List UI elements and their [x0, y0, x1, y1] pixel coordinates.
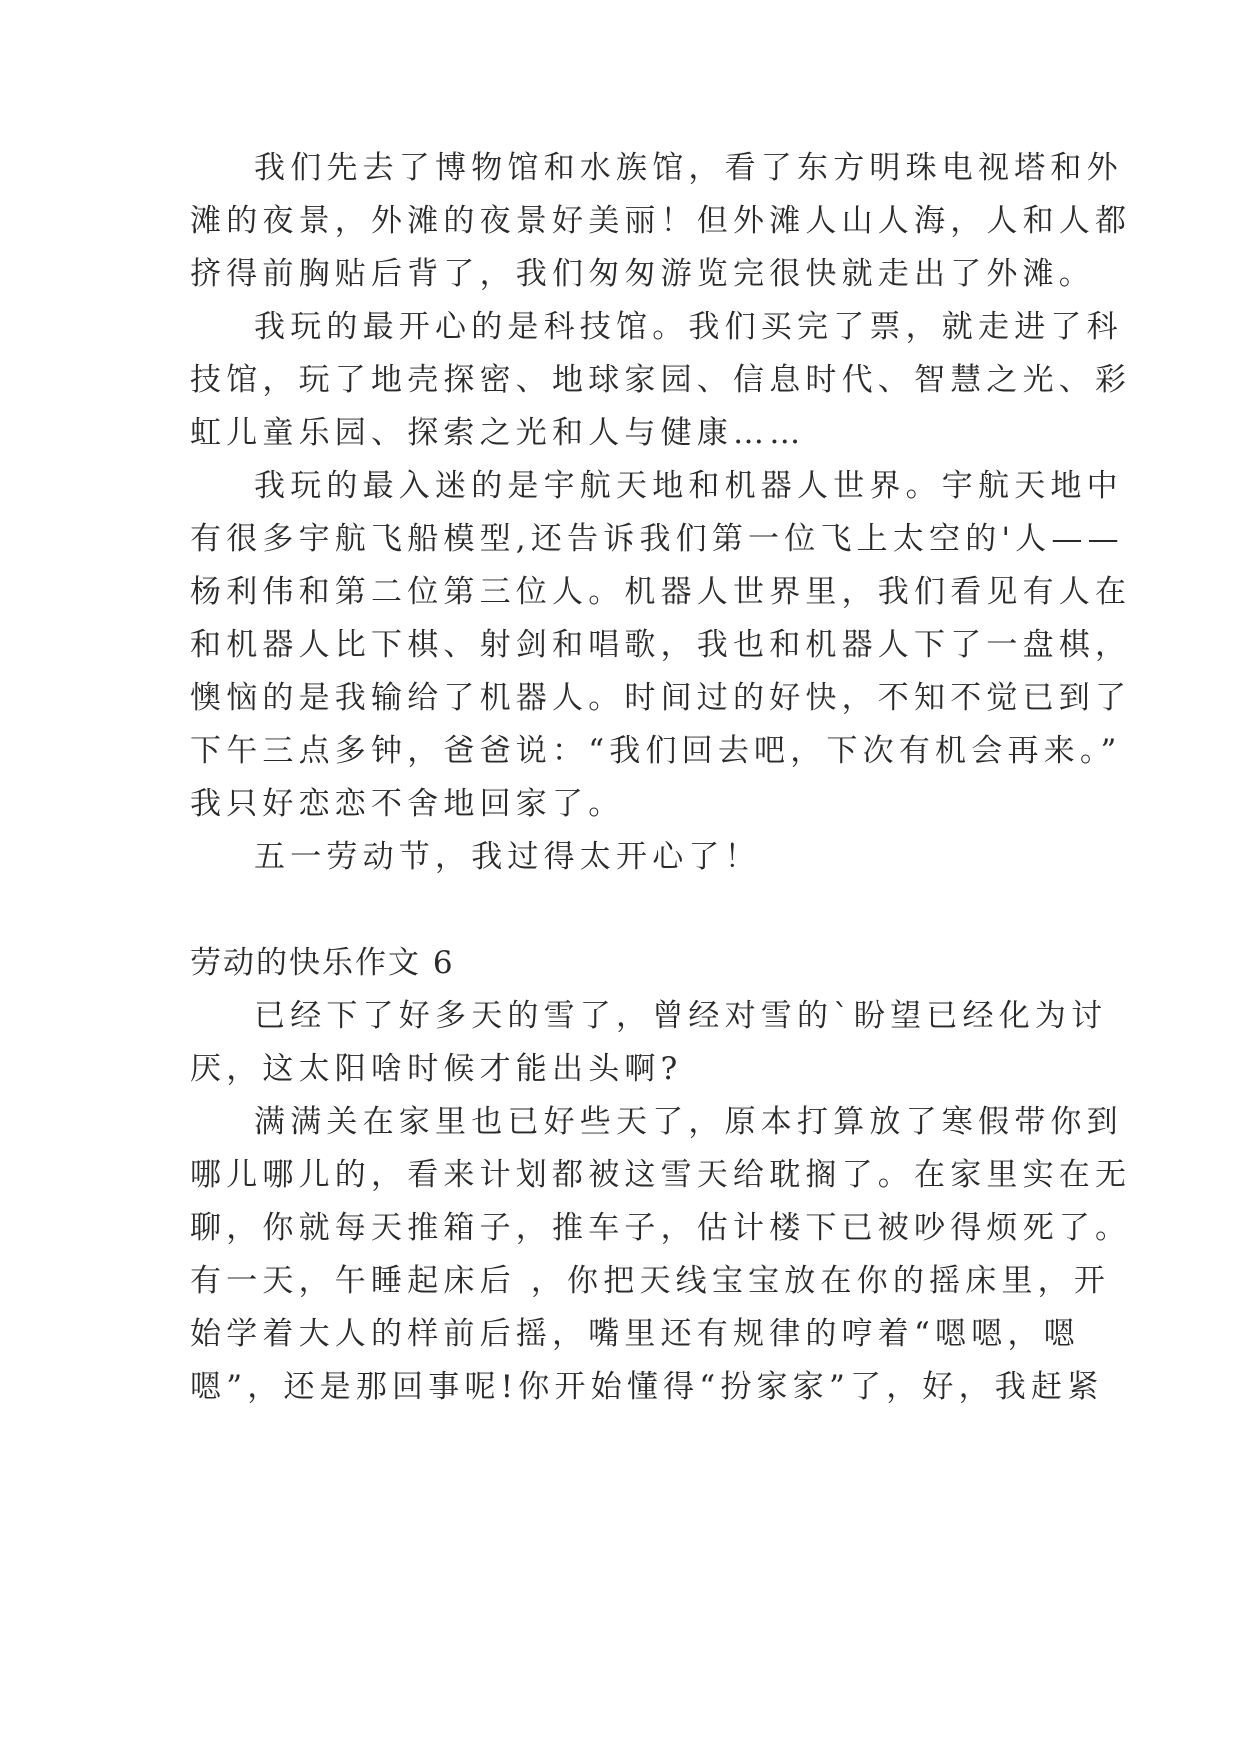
- paragraph-line: 我只好恋恋不舍地回家了。: [190, 786, 625, 822]
- paragraph-line: 和机器人比下棋、射剑和唱歌，我也和机器人下了一盘棋，: [190, 627, 1132, 663]
- paragraph-line: 五一劳动节，我过得太开心了！: [254, 839, 761, 875]
- paragraph-line: 技馆，玩了地壳探密、地球家园、信息时代、智慧之光、彩: [190, 362, 1132, 398]
- paragraph-line: 懊恼的是我输给了机器人。时间过的好快，不知不觉已到了: [190, 680, 1132, 716]
- paragraph-line: 我玩的最入迷的是宇航天地和机器人世界。宇航天地中: [254, 468, 1123, 504]
- paragraph-line: 我玩的最开心的是科技馆。我们买完了票，就走进了科: [254, 309, 1123, 345]
- paragraph-line: 杨利伟和第二位第三位人。机器人世界里，我们看见有人在: [190, 574, 1132, 610]
- paragraph-line: 下午三点多钟，爸爸说：“我们回去吧，下次有机会再来。”: [190, 733, 1122, 769]
- paragraph-line: 滩的夜景，外滩的夜景好美丽！但外滩人山人海，人和人都: [190, 203, 1132, 239]
- paragraph-line: 有很多宇航飞船模型,还告诉我们第一位飞上太空的'人——: [190, 521, 1124, 557]
- paragraph-line: 始学着大人的样前后摇，嘴里还有规律的哼着“嗯嗯，嗯: [190, 1316, 1080, 1352]
- paragraph-line: 挤得前胸贴后背了，我们匆匆游览完很快就走出了外滩。: [190, 256, 1095, 292]
- paragraph-line: 厌，这太阳啥时候才能出头啊?: [190, 1051, 683, 1087]
- paragraph-line: 嗯”，还是那回事呢!你开始懂得“扮家家”了，好，我赶紧: [190, 1369, 1104, 1405]
- paragraph-line: 哪儿哪儿的，看来计划都被这雪天给耽搁了。在家里实在无: [190, 1157, 1132, 1193]
- section-heading: 劳动的快乐作文 6: [190, 945, 455, 981]
- paragraph-line: 虹儿童乐园、探索之光和人与健康……: [190, 415, 806, 451]
- paragraph-line: 有一天，午睡起床后 ，你把天线宝宝放在你的摇床里，开: [190, 1263, 1111, 1299]
- paragraph-line: 聊，你就每天推箱子，推车子，估计楼下已被吵得烦死了。: [190, 1210, 1132, 1246]
- paragraph-line: 满满关在家里也已好些天了，原本打算放了寒假带你到: [254, 1104, 1123, 1140]
- paragraph-line: 我们先去了博物馆和水族馆，看了东方明珠电视塔和外: [254, 150, 1123, 186]
- paragraph-line: 已经下了好多天的雪了，曾经对雪的`盼望已经化为讨: [254, 998, 1108, 1034]
